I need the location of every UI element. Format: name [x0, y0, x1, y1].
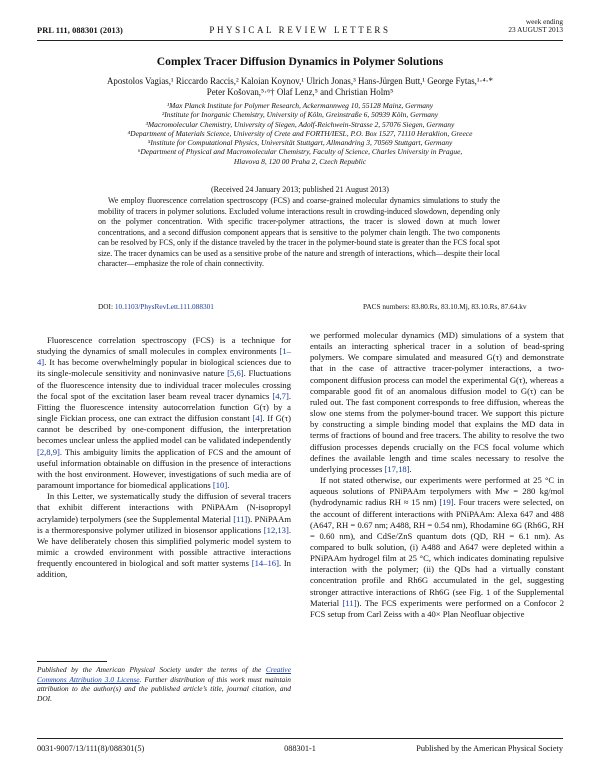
text-run: If not stated otherwise, our experiments were performed at 25 °C in aqueous solutions of PNiPAAm terpolymers with Mw = 280 kg/mol (hydrodynamic radius RH ≈ 15 nm)	[310, 475, 564, 508]
affiliation: ⁴Department of Materials Science, University of Crete and FORTH/IESL, P.O. Box 1527, 71110 Heraklion, Greece	[127, 128, 473, 138]
affiliation: Hlavova 8, 120 00 Praha 2, Czech Republic	[233, 156, 367, 166]
affiliation: ⁶Department of Physical and Macromolecular Chemistry, Faculty of Science, Charles University in Prague,	[137, 147, 463, 157]
text-run: Published by the American Physical Society under the terms of the	[37, 665, 266, 674]
footer-rule	[37, 738, 563, 739]
text-run: . In addition,	[37, 558, 291, 580]
affiliation: ³Macromolecular Chemistry, University of Siegen, Adolf-Reichwein-Strasse 2, 57076 Siegen, Germany	[145, 119, 455, 129]
author-list	[60, 76, 540, 98]
text-run: .	[227, 480, 230, 491]
paragraph	[310, 475, 564, 620]
text-run: we performed molecular dynamics (MD) simulations of a system that entails an interacting spherical tracer in a solution of bead-spring polymers. We compare simulated and measured G(τ) and demonstrate that in the case of attractive tracer-polymer interactions, a two-component diffusion process can model the experimental G(τ), whereas a comparable good fit of an anomalous diffusion model to G(τ) can be ruled out. The fast component corresponds to free diffusion, whereas the slow one stems from the polymer-bound tracer. We support this picture by constructing a simple binding model that explains the MD data in terms of fractions of bound and free tracers. The ability to resolve the two diffusion processes depends crucially on the FCS focal volume which defines the available length and time scales necessary to resolve the underlying processes	[310, 330, 564, 474]
doi-label: DOI:	[98, 302, 113, 311]
license-link[interactable]: Creative Commons Attribution 3.0 License	[37, 665, 291, 684]
paragraph	[37, 491, 291, 580]
left-column	[37, 335, 291, 580]
affiliation: ⁵Institute for Computational Physics, Universität Stuttgart, Allmandring 3, 70569 Stuttgart, Germany	[147, 138, 453, 148]
text-run: In this Letter, we systematically study the diffusion of several tracers that exhibit different interactions with PNiPAAm (N-isopropyl acrylamide) terpolymers (see the Supplemental Material	[37, 491, 291, 524]
author-line: Peter Košovan,⁵·⁶† Olaf Lenz,⁵ and Christian Holm⁵	[206, 87, 394, 97]
paragraph	[310, 330, 564, 475]
reference-link[interactable]: [2,8,9]	[37, 446, 60, 457]
reference-link[interactable]: [14–16]	[251, 558, 279, 569]
publisher: Published by the American Physical Society	[416, 744, 563, 753]
reference-link[interactable]: [11]	[342, 597, 357, 608]
header-rule	[37, 40, 563, 41]
text-run: . Fitting the fluorescence intensity autocorrelation function G(τ) by a single Fickian process, one can extract the diffusion constant	[37, 390, 291, 424]
reference-link[interactable]: [12,13]	[263, 524, 289, 535]
doi-line	[98, 302, 214, 311]
article-code: 0031-9007/13/111(8)/088301(5)	[37, 744, 145, 753]
page-footer	[37, 744, 563, 756]
text-run: . Four tracers were selected, on the account of different interactions with PNiPAAm: Alexa 647 and 488 (A647, RH = 0.67 nm; A488, RH = 0.54 nm), Rhodamine 6G (Rh6G, RH = 0.60 nm), and CdSe/ZnS quantum dots (QD, RH = 6.1 nm). As compared to bulk solution, (i) A488 and A647 were depleted within a PNiPAAm hydrogel film at 25 °C, which indicates dominating repulsive interaction with the polymer; (ii) the QDs had a virtually constant concentration profile and Rh6G accumulated in the gel, suggesting stronger attractive interactions of Rh6G (see Fig. 1 of the Supplemental Material	[310, 497, 564, 608]
footnote-rule	[37, 661, 107, 662]
citation: PRL 111, 088301 (2013)	[37, 26, 123, 35]
affiliation-list	[50, 101, 550, 166]
doi-link[interactable]: 10.1103/PhysRevLett.111.088301	[114, 302, 214, 311]
reference-link[interactable]: [5,6]	[227, 368, 244, 379]
right-column	[310, 330, 564, 620]
reference-link[interactable]: [1–4]	[37, 346, 291, 368]
text-run: .	[409, 463, 412, 474]
author-line: Apostolos Vagias,¹ Riccardo Raccis,² Kaloian Koynov,¹ Ulrich Jonas,³ Hans-Jürgen Butt,¹ George Fytas,¹·⁴·*	[107, 76, 493, 86]
license-footnote	[37, 665, 291, 703]
week-label: week ending	[525, 17, 563, 26]
running-header	[37, 16, 563, 40]
reference-link[interactable]: [10]	[212, 480, 228, 491]
issue-date	[508, 18, 563, 34]
paragraph	[37, 335, 291, 491]
text-run: . This ambiguity limits the application of FCS and the amount of useful information obtainable on diffusion in the presence of interactions with the host environment. However, investigations of such media are of paramount importance for biomedical applications	[37, 446, 291, 491]
page-number: 088301-1	[284, 744, 316, 753]
text-run: . We have deliberately chosen this simplified polymeric model system to mimic a crowded environment with possible attractive interactions frequently encountered in biological and soft matter systems	[37, 524, 291, 569]
abstract: We employ fluorescence correlation spectroscopy (FCS) and coarse-grained molecular dynamics simulations to study the mobility of tracers in polymer solutions. Excluded volume interactions result in crowding-induced slowdown, depending only on the polymer concentration. With specific tracer-polymer attractions, the tracer is slowed down at much lower concentrations, and a second diffusion component appears that is sensitive to the polymer chain length. The two components can be resolved by FCS, only if the distance traveled by the tracer in the polymer-bound state is greater than the FCS focal spot size. The tracer dynamics can be used as a sensitive probe of the nature and strength of interactions, which—despite their local character—emphasize the role of chain connectivity.	[98, 196, 500, 268]
text-run: ). PNiPAAm is a thermoresponsive polymer utilized in biosensor applications	[37, 513, 292, 535]
reference-link[interactable]: [17,18]	[384, 463, 410, 474]
pacs-numbers: PACS numbers: 83.80.Rs, 83.10.Mj, 83.10.Rs, 87.64.kv	[363, 302, 527, 311]
text-run: Fluorescence correlation spectroscopy (FCS) is a technique for studying the dynamics of small molecules in complex environments	[37, 335, 291, 357]
text-run: . Fluctuations of the fluorescence intensity due to individual tracer molecules crossing the focal spot of the excitation laser beam reveal tracer dynamics	[37, 368, 291, 401]
text-run: . Further distribution of this work must maintain attribution to the author(s) and the published article’s title, journal citation, and DOI.	[37, 674, 291, 703]
text-run: . If G(τ) cannot be described by one-component diffusion, the interpretation becomes unclear unless the applied model can be validated independently	[37, 413, 291, 446]
reference-link[interactable]: [19]	[439, 497, 454, 508]
text-run: ). The FCS experiments were performed on a Confocor 2 FCS setup from Carl Zeiss with a 40× Plan Neofluar objective	[310, 597, 564, 619]
received-dates: (Received 24 January 2013; published 21 August 2013)	[211, 185, 389, 194]
week-date: 23 AUGUST 2013	[508, 25, 563, 35]
affiliation: ¹Max Planck Institute for Polymer Research, Ackermannweg 10, 55128 Mainz, Germany	[166, 101, 434, 110]
text-run: . It has become overwhelmingly popular in biological sciences due to its single-molecule sensitivity and noninvasive nature	[37, 357, 291, 379]
journal-name: PHYSICAL REVIEW LETTERS	[209, 25, 391, 35]
affiliation: ²Institute for Inorganic Chemistry, University of Köln, Greinstraße 6, 50939 Köln, Germany	[161, 110, 439, 120]
article-title: Complex Tracer Diffusion Dynamics in Polymer Solutions	[156, 55, 444, 68]
reference-link[interactable]: [4,7]	[272, 390, 289, 401]
reference-link[interactable]: [4]	[252, 413, 263, 424]
reference-link[interactable]: [11]	[233, 513, 248, 524]
